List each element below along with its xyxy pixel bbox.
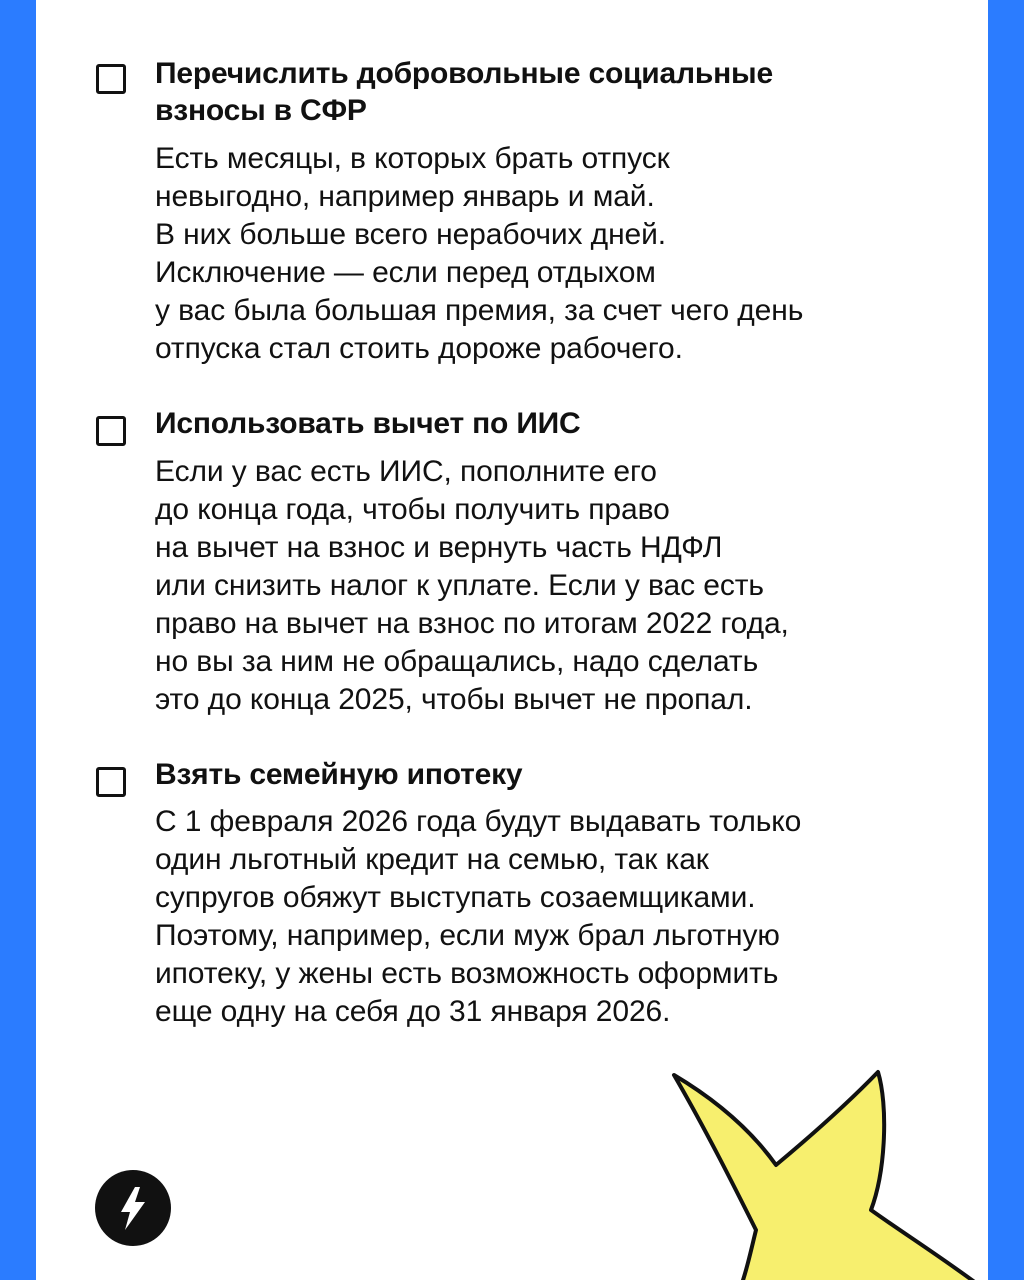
item-description: Есть месяцы, в которых брать отпуск невыгодно, например январь и май. В них больше всего нерабочих дней. Исключение — если перед отдыхом у вас была большая премия, за счет чего день отпуска стал стоить дороже рабочего. [155, 142, 804, 365]
item-title: Взять семейную ипотеку [155, 758, 523, 791]
item-description: Если у вас есть ИИС, пополните его до конца года, чтобы получить право на вычет на взнос и вернуть часть НДФЛ или снизить налог к уплате. Если у вас есть право на вычет на взнос по итогам 2022 года, но вы за ним не обращались, надо сделать это до конца 2025, чтобы вычет не пропал. [155, 455, 789, 716]
checkbox[interactable] [96, 767, 126, 797]
lightning-bolt-icon [95, 1170, 171, 1246]
checklist-card [36, 0, 988, 1280]
item-description: С 1 февраля 2026 года будут выдавать только один льготный кредит на семью, так как супругов обяжут выступать созаемщиками. Поэтому, например, если муж брал льготную ипотеку, у жены есть возможность оформить еще одну на себя до 31 января 2026. [155, 805, 802, 1028]
star-icon [636, 1060, 988, 1280]
item-title: Перечислить добровольные социальные взносы в СФР [155, 57, 773, 127]
item-title: Использовать вычет по ИИС [155, 407, 581, 440]
checkbox[interactable] [96, 64, 126, 94]
checkbox[interactable] [96, 416, 126, 446]
